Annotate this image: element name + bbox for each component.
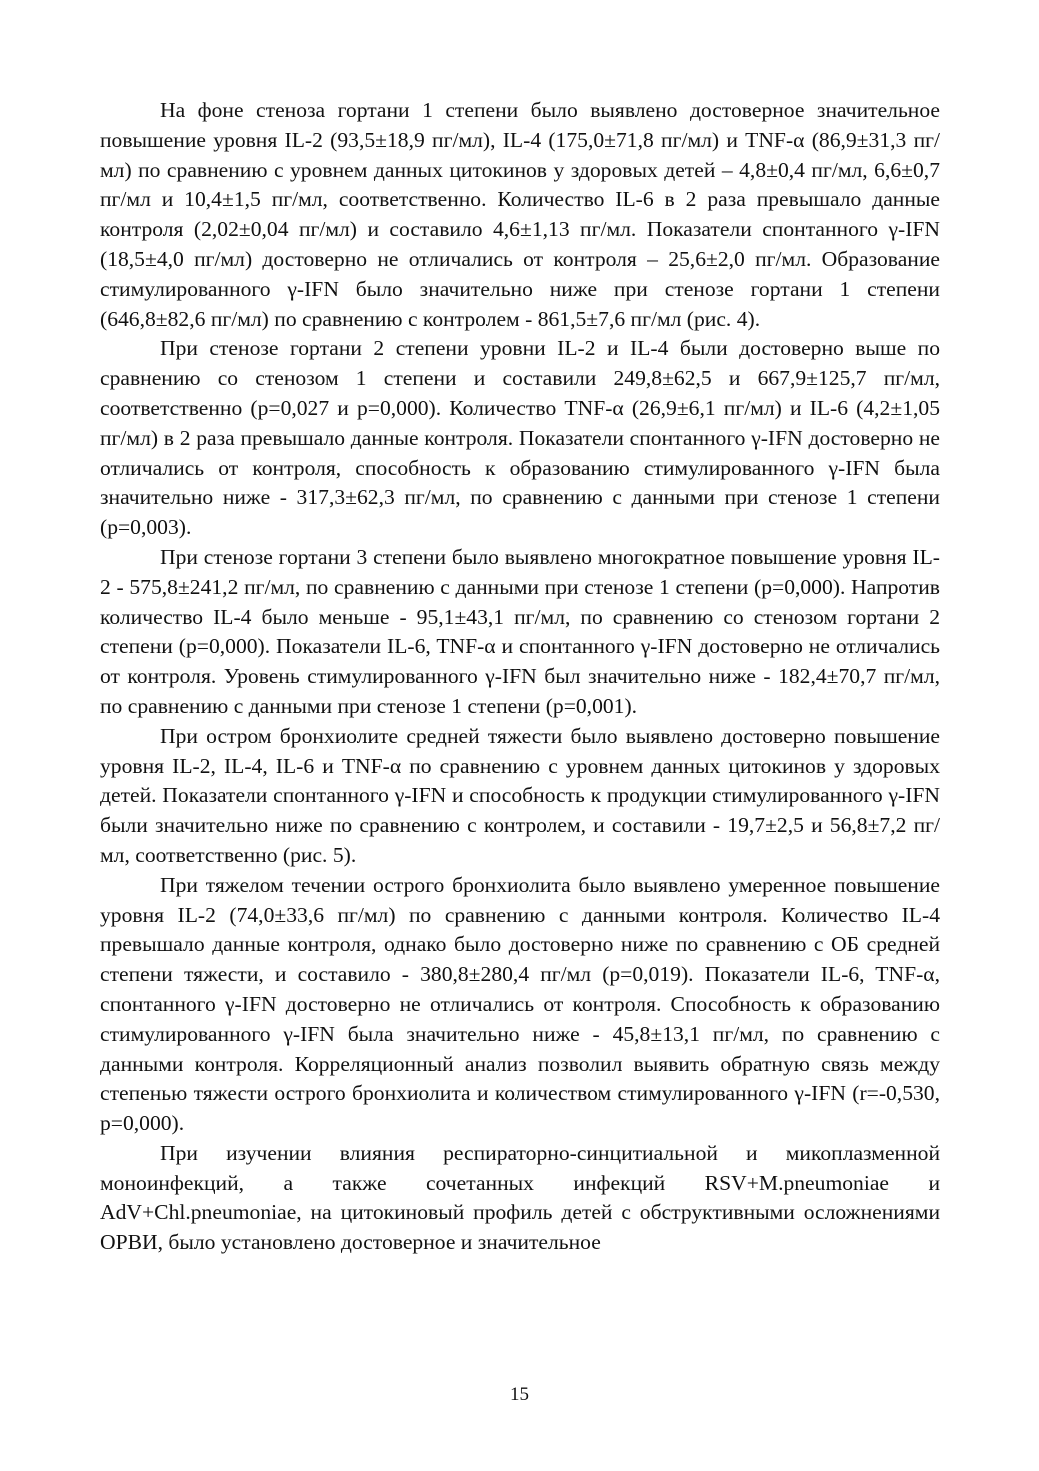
paragraph-bronchiolitis-severe: При тяжелом течении острого бронхиолита было выявлено умеренное повышение уровня IL-2 (74,0±33,6 пг/мл) по сравнению с данными контроля. Количество IL-4 превышало данные контроля, однако было достоверно ниже по сравнению с ОБ средней степени тяжести, и составило - 380,8±280,4 пг/мл (p=0,019). Показатели IL-6, TNF‑α, спонтанного γ-IFN достоверно не отличались от контроля. Способность к образованию стимулированного γ-IFN была значительно ниже - 45,8±13,1 пг/мл, по сравнению с данными контроля. Корреляционный анализ позволил выявить обратную связь между степенью тяжести острого бронхиолита и количеством стимулированного γ-IFN (r=-0,530, p=0,000). [100,872,940,1136]
paragraph-stenosis-grade-1: На фоне стеноза гортани 1 степени было выявлено достоверное значительное повышение уровня IL-2 (93,5±18,9 пг/мл), IL-4 (175,0±71,8 пг/мл) и TNF‑α (86,9±31,3 пг/мл) по сравнению с уровнем данных цитокинов у здоровых детей – 4,8±0,4 пг/мл, 6,6±0,7 пг/мл и 10,4±1,5 пг/мл, соответственно. Количество IL-6 в 2 раза превышало данные контроля (2,02±0,04 пг/мл) и составило 4,6±1,13 пг/мл. Показатели спонтанного γ-IFN (18,5±4,0 пг/мл) достоверно не отличались от контроля – 25,6±2,0 пг/мл. Образование стимулированного γ-IFN было значительно ниже при стенозе гортани 1 степени (646,8±82,6 пг/мл) по сравнению с контролем - 861,5±7,6 пг/мл (рис. 4). [100,98,940,331]
paragraph-infections: При изучении влияния респираторно-синцитиальной и микоплазменной моноинфекций, а также сочетанных инфекций RSV+M.pneumoniae и AdV+Chl.pneumoniae, на цитокиновый профиль детей с обструктивными осложнениями ОРВИ, было установлено достоверное и значительное [100,1140,940,1255]
paragraph-stenosis-grade-3: При стенозе гортани 3 степени было выявлено многократное повышение уровня IL-2 - 575,8±241,2 пг/мл, по сравнению с данными при стенозе 1 степени (p=0,000). Напротив количество IL-4 было меньше - 95,1±43,1 пг/мл, по сравнению со стенозом гортани 2 степени (p=0,000). Показатели IL-6, TNF-α и спонтанного γ-IFN достоверно не отличались от контроля. Уровень стимулированного γ-IFN был значительно ниже - 182,4±70,7 пг/мл, по сравнению с данными при стенозе 1 степени (p=0,001). [100,544,940,718]
paragraph-bronchiolitis-moderate: При остром бронхиолите средней тяжести было выявлено достоверно повышение уровня IL-2, IL-4, IL-6 и TNF-α по сравнению с уровнем данных цитокинов у здоровых детей. Показатели спонтанного γ-IFN и способность к продукции стимулированного γ-IFN были значительно ниже по сравнению с контролем, и составили - 19,7±2,5 и 56,8±7,2 пг/мл, соответственно (рис. 5). [100,723,940,867]
document-body [100,96,940,1258]
paragraph-stenosis-grade-2: При стенозе гортани 2 степени уровни IL-2 и IL-4 были достоверно выше по сравнению со стенозом 1 степени и составили 249,8±62,5 и 667,9±125,7 пг/мл, соответственно (p=0,027 и p=0,000). Количество TNF-α (26,9±6,1 пг/мл) и IL-6 (4,2±1,05 пг/мл) в 2 раза превышало данные контроля. Показатели спонтанного γ-IFN достоверно не отличались от контроля, способность к образованию стимулированного γ-IFN была значительно ниже - 317,3±62,3 пг/мл, по сравнению с данными при стенозе 1 степени (p=0,003). [100,336,940,540]
page-number: 15 [510,1384,529,1405]
